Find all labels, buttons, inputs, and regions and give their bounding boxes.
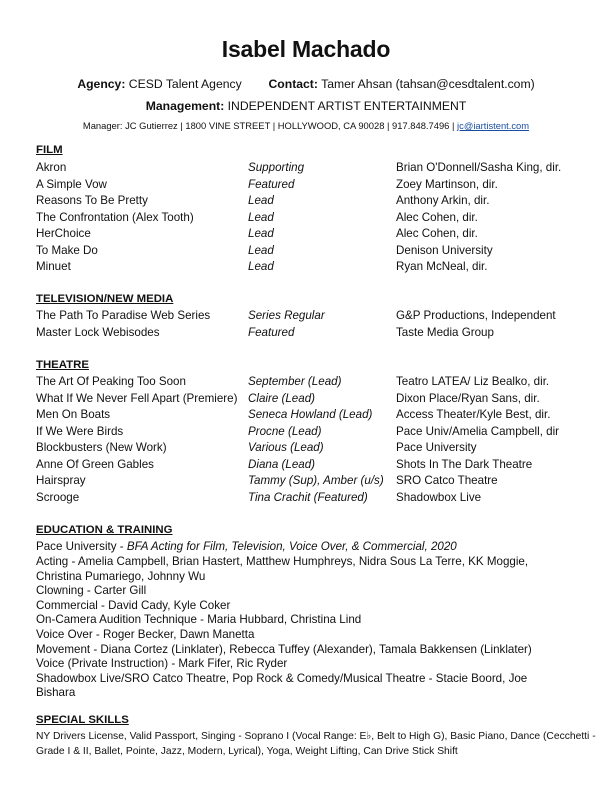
credit-role: Lead — [248, 243, 274, 257]
credit-role: Lead — [248, 260, 274, 273]
training-line: Christina Pumariego, Johnny Wu — [36, 569, 206, 583]
credit-role: Diana (Lead) — [248, 457, 316, 471]
education-school: Pace University - — [36, 540, 127, 553]
performer-name: Isabel Machado — [221, 36, 391, 62]
film-credit-row — [0, 244, 612, 260]
manager-details: Manager: JC Gutierrez | 1800 VINE STREET | HOLLYWOOD, CA 90028 | 917.848.7496 | — [82, 120, 455, 131]
education-degree-line — [36, 540, 457, 553]
credit-title: Anne Of Green Gables — [36, 457, 154, 471]
contact-value: Tamer Ahsan (tahsan@cesdtalent.com) — [321, 77, 535, 91]
contact-label: Contact: — [268, 77, 318, 91]
film-credit-row — [0, 227, 612, 243]
credit-company: Shots In The Dark Theatre — [396, 457, 533, 471]
credit-title: Reasons To Be Pretty — [36, 194, 148, 207]
credit-title: Blockbusters (New Work) — [36, 441, 167, 454]
training-line: Acting - Amelia Campbell, Brian Hastert, Matthew Humphreys, Nidra Sous La Terre, KK Moggie, — [36, 555, 529, 568]
agency-label: Agency: — [77, 77, 126, 91]
credit-role: Tammy (Sup), Amber (u/s) — [248, 474, 384, 487]
theatre-credit-row — [0, 458, 612, 474]
credit-title: A Simple Vow — [36, 177, 107, 191]
credit-company: Ryan McNeal, dir. — [396, 260, 488, 273]
theatre-credit-row — [0, 408, 612, 424]
credit-company: Zoey Martinson, dir. — [396, 177, 498, 191]
tv-credit-row — [0, 326, 612, 342]
theatre-credit-row — [0, 474, 612, 490]
credit-company: Dixon Place/Ryan Sans, dir. — [396, 391, 540, 405]
credit-role: Lead — [248, 227, 274, 240]
theatre-credit-row — [0, 441, 612, 457]
training-line: Bishara — [36, 686, 76, 700]
credit-company: Denison University — [396, 243, 493, 257]
credit-title: Minuet — [36, 260, 71, 273]
section-heading-film: FILM — [36, 144, 63, 156]
manager-line — [0, 120, 612, 131]
credit-company: Brian O'Donnell/Sasha King, dir. — [396, 161, 562, 174]
special-skills-text: NY Drivers License, Valid Passport, Singing - Soprano I (Vocal Range: E♭, Belt to High G), Basic Piano, Dance (Cecchetti - Grade I & II, Ballet, Pointe, Jazz, Modern, Lyrical), Yoga, Weight Lifting, Can Drive Stick Shift — [36, 731, 596, 757]
credit-company: Shadowbox Live — [396, 490, 482, 504]
section-heading-tv: TELEVISION/NEW MEDIA — [36, 293, 174, 305]
credit-role: Tina Crachit (Featured) — [248, 490, 368, 504]
training-line: Clowning - Carter Gill — [36, 584, 147, 598]
section-heading-skills: SPECIAL SKILLS — [36, 714, 129, 726]
credit-role: Procne (Lead) — [248, 424, 322, 438]
credit-role: September (Lead) — [248, 375, 342, 388]
education-degree: BFA Acting for Film, Television, Voice Over, & Commercial, 2020 — [126, 540, 457, 553]
credit-role: Supporting — [248, 161, 305, 174]
credit-title: Scrooge — [36, 490, 80, 504]
credit-company: G&P Productions, Independent — [396, 309, 556, 322]
theatre-credit-row — [0, 375, 612, 391]
management-line — [0, 99, 612, 113]
credit-role: Featured — [248, 325, 295, 339]
manager-email-link[interactable]: jc@iartistent.com — [457, 120, 530, 131]
credit-company: Access Theater/Kyle Best, dir. — [396, 408, 551, 421]
credit-company: Alec Cohen, dir. — [396, 210, 478, 224]
tv-credit-row — [0, 309, 612, 325]
agency-contact-line — [0, 77, 612, 91]
section-heading-theatre: THEATRE — [36, 359, 89, 371]
agency-value: CESD Talent Agency — [128, 77, 242, 91]
film-credit-row — [0, 178, 612, 194]
training-line: Voice (Private Instruction) - Mark Fifer, Ric Ryder — [36, 657, 288, 671]
training-line: On-Camera Audition Technique - Maria Hubbard, Christina Lind — [36, 613, 362, 627]
credit-company: Teatro LATEA/ Liz Bealko, dir. — [396, 375, 550, 388]
credit-title: The Art Of Peaking Too Soon — [36, 375, 186, 388]
credit-title: Hairspray — [36, 474, 86, 487]
credit-company: Pace Univ/Amelia Campbell, dir — [396, 424, 560, 438]
section-heading-education: EDUCATION & TRAINING — [36, 524, 173, 536]
film-credit-row — [0, 260, 612, 276]
credit-title: The Confrontation (Alex Tooth) — [36, 210, 194, 224]
credit-title: If We Were Birds — [36, 424, 124, 438]
film-credit-row — [0, 194, 612, 210]
theatre-credit-row — [0, 491, 612, 507]
credit-role: Lead — [248, 210, 274, 224]
training-line: Movement - Diana Cortez (Linklater), Rebecca Tuffey (Alexander), Tamala Bakkensen (Linklater) — [36, 642, 532, 656]
credit-title: The Path To Paradise Web Series — [36, 309, 211, 322]
management-value: INDEPENDENT ARTIST ENTERTAINMENT — [227, 99, 467, 113]
credit-title: Master Lock Webisodes — [36, 325, 160, 339]
credit-role: Various (Lead) — [248, 441, 324, 454]
credit-title: To Make Do — [36, 243, 98, 257]
credit-role: Claire (Lead) — [248, 391, 316, 405]
credit-company: Pace University — [396, 441, 477, 454]
credit-company: Anthony Arkin, dir. — [396, 194, 490, 207]
credit-role: Seneca Howland (Lead) — [248, 408, 373, 421]
theatre-credit-row — [0, 392, 612, 408]
credit-role: Series Regular — [248, 309, 325, 322]
credit-role: Featured — [248, 177, 295, 191]
training-line: Shadowbox Live/SRO Catco Theatre, Pop Rock & Comedy/Musical Theatre - Stacie Boord, Joe — [36, 671, 528, 685]
credit-role: Lead — [248, 194, 274, 207]
film-credit-row — [0, 211, 612, 227]
credit-title: HerChoice — [36, 227, 91, 240]
training-line: Voice Over - Roger Becker, Dawn Manetta — [36, 628, 255, 641]
credit-title: Akron — [36, 161, 67, 174]
film-credit-row — [0, 161, 612, 177]
credit-title: Men On Boats — [36, 408, 111, 421]
management-label: Management: — [145, 99, 225, 113]
credit-title: What If We Never Fell Apart (Premiere) — [36, 391, 238, 405]
credit-company: Taste Media Group — [396, 325, 494, 339]
credit-company: Alec Cohen, dir. — [396, 227, 478, 240]
credit-company: SRO Catco Theatre — [396, 474, 498, 487]
theatre-credit-row — [0, 425, 612, 441]
training-line: Commercial - David Cady, Kyle Coker — [36, 598, 231, 612]
